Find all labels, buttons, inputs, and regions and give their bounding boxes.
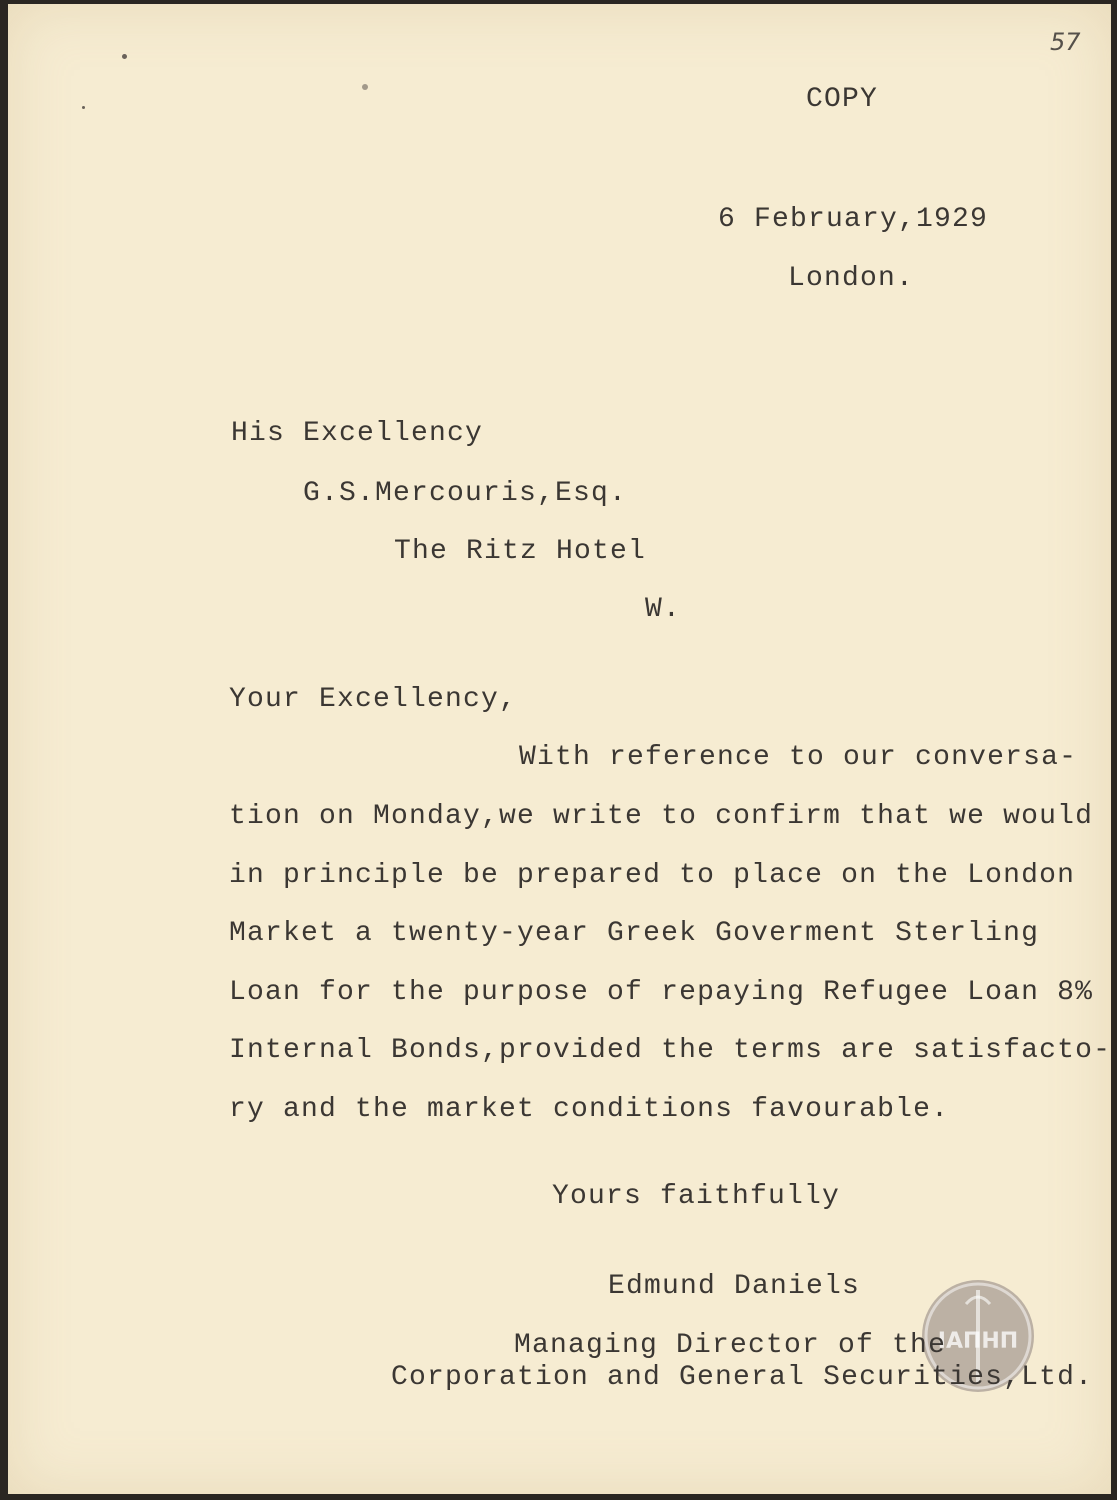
recipient-line-1: His Excellency [231,418,484,449]
page-number: 57 [1050,28,1081,56]
recipient-line-2: G.S.Mercouris,Esq. [303,478,628,509]
letter-date: 6 February,1929 [718,204,989,235]
recipient-line-3: The Ritz Hotel [394,536,647,567]
ink-speck [122,54,127,59]
recipient-line-4: W. [645,594,682,625]
body-line-3: in principle be prepared to place on the London [229,860,1076,891]
closing: Yours faithfully [552,1181,841,1212]
body-line-7: ry and the market conditions favourable. [229,1094,950,1125]
letter-place: London. [788,263,915,294]
copy-label: COPY [806,84,879,115]
body-line-6: Internal Bonds,provided the terms are satisfacto- [229,1035,1112,1066]
ink-speck [82,106,85,109]
body-line-5: Loan for the purpose of repaying Refugee Loan 8% [229,977,1094,1008]
body-line-4: Market a twenty-year Greek Goverment Sterling [229,918,1040,949]
body-line-1: With reference to our conversa- [519,742,1078,773]
stamp-text: ΙΑΠΗΠ [937,1329,1019,1354]
body-line-2: tion on Monday,we write to confirm that we would [229,801,1094,832]
salutation: Your Excellency, [229,684,518,715]
signature-title-line-2: Corporation and General Securities,Ltd. [391,1362,1094,1393]
signature-title-line-1: Managing Director of the [514,1330,947,1361]
signature-name: Edmund Daniels [608,1271,861,1302]
ink-speck [362,84,368,90]
